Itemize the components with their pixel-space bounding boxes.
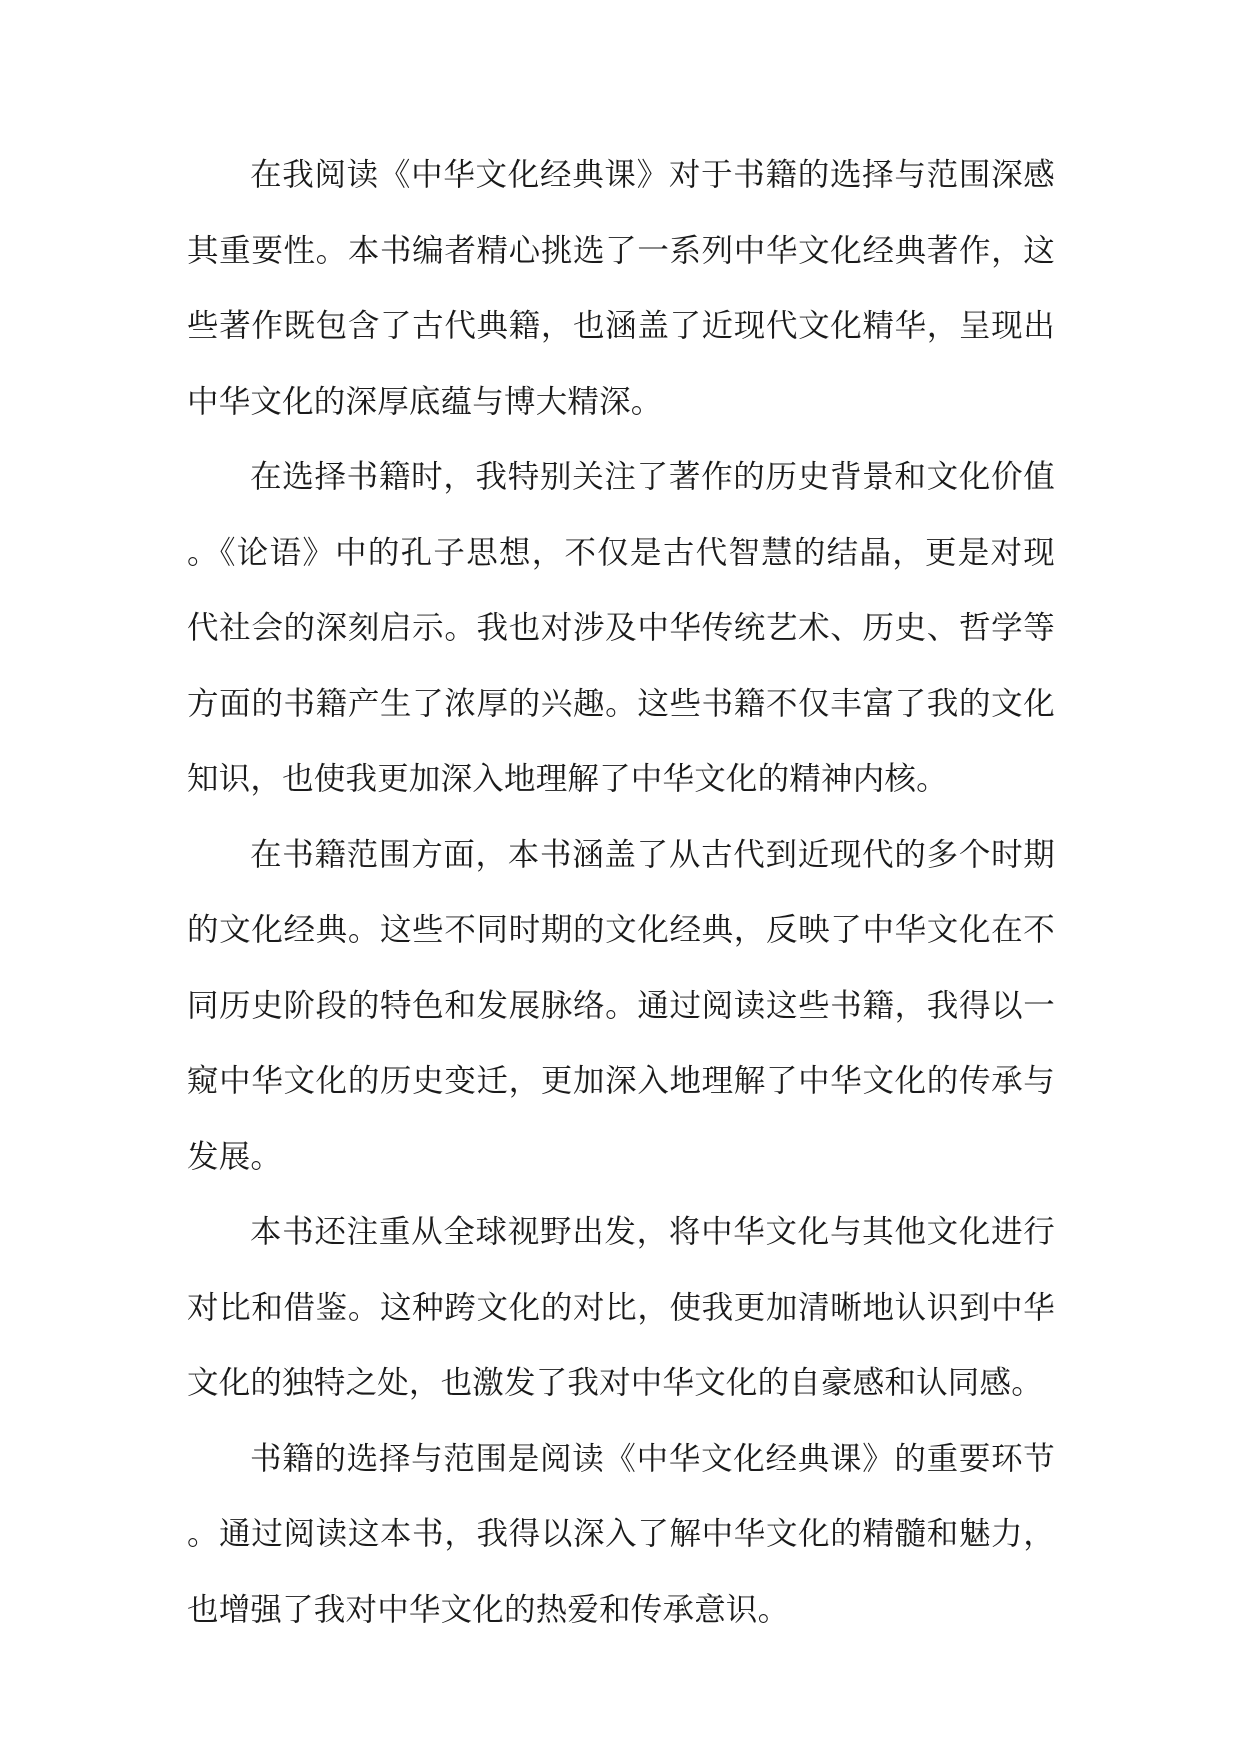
paragraph-3: 在书籍范围方面，本书涵盖了从古代到近现代的多个时期的文化经典。这些不同时期的文化经典，反映了中华文化在不同历史阶段的特色和发展脉络。通过阅读这些书籍，我得以一窥中华文化的历史变迁，更加深入地理解了中华文化的传承与发展。 [187, 836, 1055, 1175]
paragraph-1: 在我阅读《中华文化经典课》对于书籍的选择与范围深感其重要性。本书编者精心挑选了一系列中华文化经典著作，这些著作既包含了古代典籍，也涵盖了近现代文化精华，呈现出中华文化的深厚底蕴与博大精深。 [187, 157, 1055, 420]
paragraph-4: 本书还注重从全球视野出发，将中华文化与其他文化进行对比和借鉴。这种跨文化的对比，使我更加清晰地认识到中华文化的独特之处，也激发了我对中华文化的自豪感和认同感。 [187, 1214, 1055, 1401]
paragraph-5: 书籍的选择与范围是阅读《中华文化经典课》的重要环节。通过阅读这本书，我得以深入了解中华文化的精髓和魅力，也增强了我对中华文化的热爱和传承意识。 [187, 1440, 1055, 1628]
paragraph-2: 在选择书籍时，我特别关注了著作的历史背景和文化价值。《论语》中的孔子思想，不仅是古代智慧的结晶，更是对现代社会的深刻启示。我也对涉及中华传统艺术、历史、哲学等方面的书籍产生了浓厚的兴趣。这些书籍不仅丰富了我的文化知识，也使我更加深入地理解了中华文化的精神内核。 [187, 459, 1055, 797]
document-body [187, 138, 1055, 1648]
